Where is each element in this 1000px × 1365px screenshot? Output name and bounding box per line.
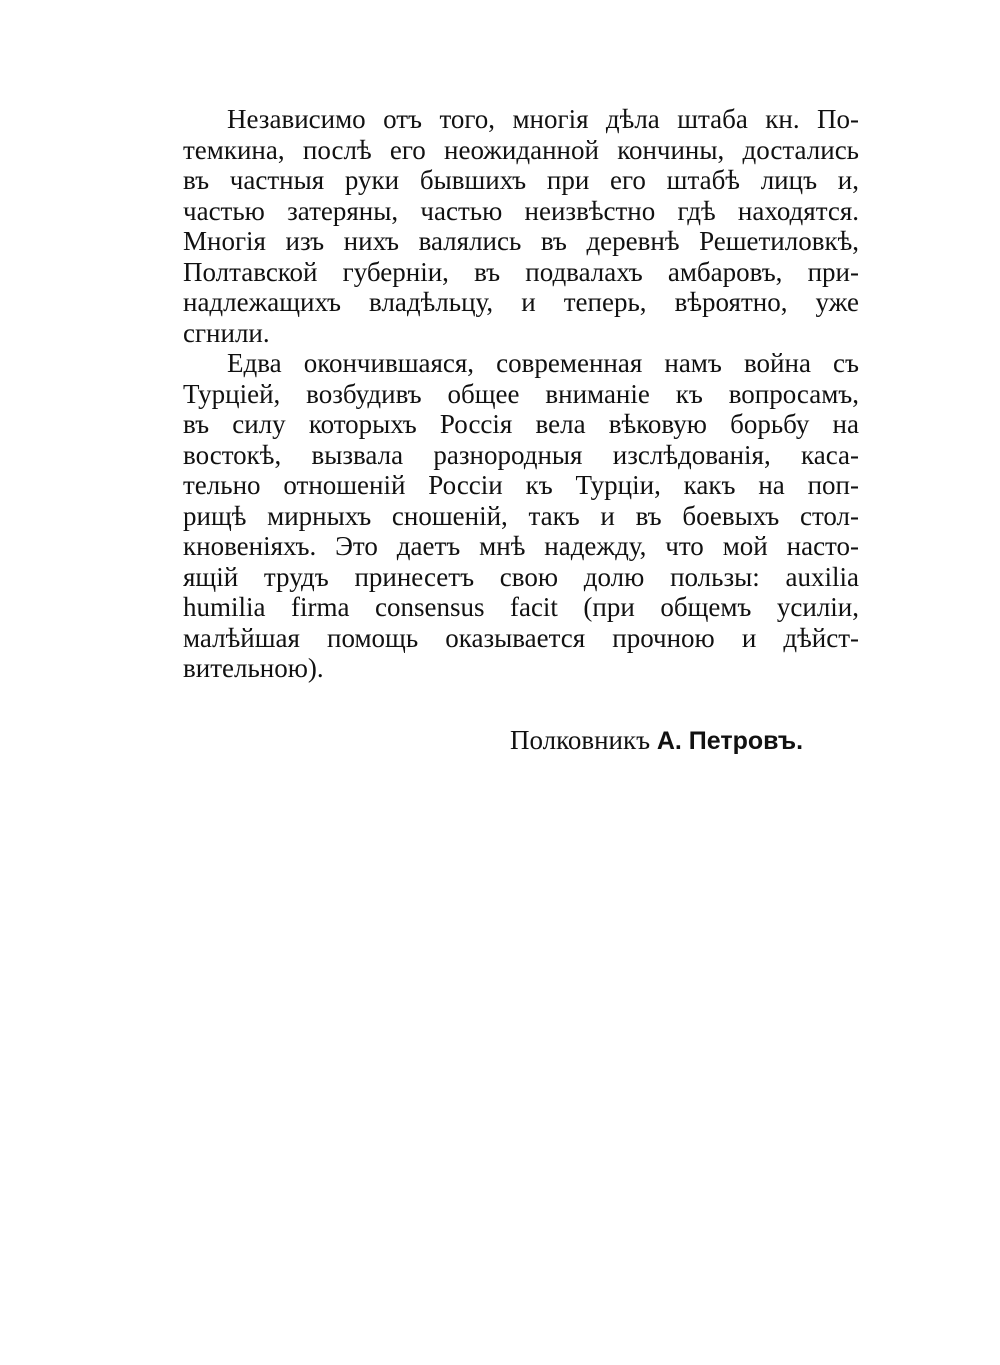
signature-rank: Полковникъ bbox=[510, 725, 651, 755]
text-line: рищѣ мирныхъ сношеній, такъ и въ боевыхъ стол- bbox=[183, 500, 859, 531]
text-line: надлежащихъ владѣльцу, и теперь, вѣроятно, уже bbox=[183, 287, 859, 317]
text-line: востокѣ, вызвала разнородныя изслѣдованія, каса- bbox=[183, 439, 859, 470]
text-line: темкина, послѣ его неожиданной кончины, достались bbox=[183, 134, 859, 165]
text-line: Турціей, возбудивъ общее вниманіе къ вопросамъ, bbox=[183, 378, 859, 409]
paragraph-2 bbox=[183, 348, 859, 684]
text-line: сгнили. bbox=[183, 317, 270, 348]
text-line: частью затеряны, частью неизвѣстно гдѣ находятся. bbox=[183, 195, 859, 226]
body-text bbox=[183, 104, 859, 684]
text-line: вительною). bbox=[183, 653, 324, 683]
text-line: въ силу которыхъ Россія вела вѣковую борьбу на bbox=[183, 409, 859, 439]
text-line: Многія изъ нихъ валялись въ деревнѣ Решетиловкѣ, bbox=[183, 226, 859, 256]
text-line: въ частныя руки бывшихъ при его штабѣ лицъ и, bbox=[183, 165, 859, 195]
text-line: Независимо отъ того, многія дѣла штаба кн. По- bbox=[227, 104, 859, 134]
text-line: Полтавской губерніи, въ подвалахъ амбаровъ, при- bbox=[183, 256, 859, 287]
signature-name: А. Петровъ. bbox=[656, 727, 804, 755]
signature bbox=[510, 723, 803, 758]
text-line: малѣйшая помощь оказывается прочною и дѣйст- bbox=[183, 622, 859, 653]
text-line: тельно отношеній Россіи къ Турціи, какъ на поп- bbox=[183, 470, 859, 500]
text-line: кновеніяхъ. Это даетъ мнѣ надежду, что мой насто- bbox=[183, 531, 859, 561]
text-line: humilia firma consensus facit (при общемъ усиліи, bbox=[183, 592, 859, 622]
text-line: Едва окончившаяся, современная намъ война съ bbox=[227, 348, 859, 378]
text-line: ящій трудъ принесетъ свою долю пользы: auxilia bbox=[183, 561, 859, 592]
paragraph-1 bbox=[183, 104, 859, 348]
